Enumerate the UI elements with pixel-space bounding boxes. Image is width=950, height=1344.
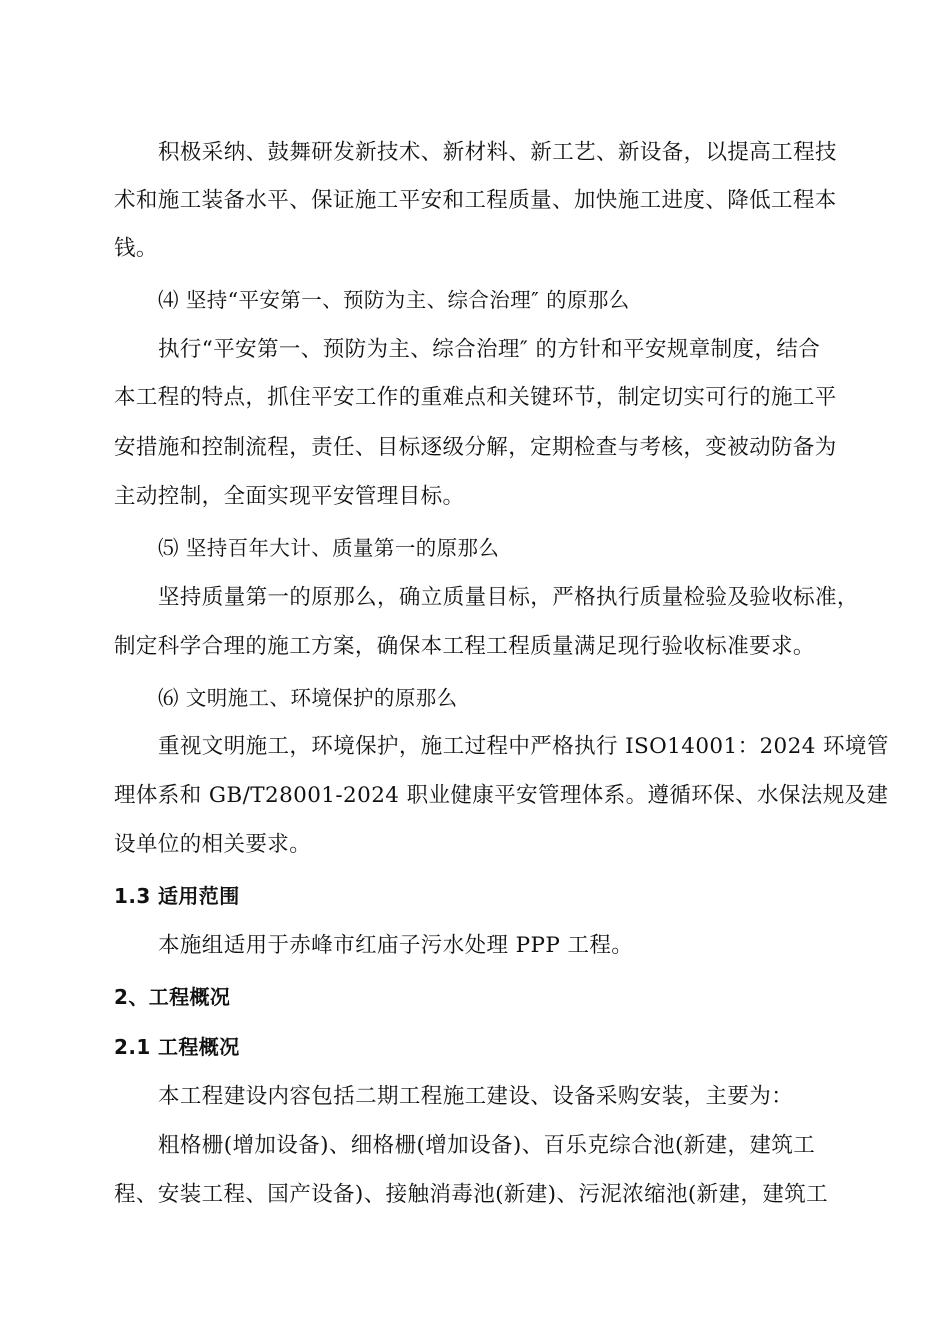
- paragraph-line: 执行“平安第一、预防为主、综合治理″ 的方针和平安规章制度，结合: [158, 337, 821, 362]
- paragraph-line: 粗格栅(增加设备)、细格栅(增加设备)、百乐克综合池(新建，建筑工: [158, 1133, 816, 1158]
- principle-heading-5: ⑸ 坚持百年大计、质量第一的原那么: [158, 536, 500, 560]
- paragraph-line: 程、安装工程、国产设备)、接触消毒池(新建)、污泥浓缩池(新建，建筑工: [114, 1182, 829, 1207]
- paragraph-line: 理体系和 GB/T28001-2024 职业健康平安管理体系。遵循环保、水保法规及建: [114, 783, 889, 808]
- paragraph-line: 重视文明施工，环境保护，施工过程中严格执行 ISO14001：2024 环境管: [158, 734, 889, 759]
- section-heading-1-3: 1.3 适用范围: [114, 884, 240, 908]
- paragraph-line: 安措施和控制流程，责任、目标逐级分解，定期检查与考核，变被动防备为: [114, 435, 837, 460]
- paragraph-line: 积极采纳、鼓舞研发新技术、新材料、新工艺、新设备，以提高工程技: [158, 140, 837, 165]
- principle-heading-4: ⑷ 坚持“平安第一、预防为主、综合治理″ 的原那么: [158, 288, 630, 312]
- paragraph-line: 设单位的相关要求。: [114, 832, 312, 857]
- paragraph-line: 坚持质量第一的原那么，确立质量目标，严格执行质量检验及验收标准，: [158, 585, 859, 610]
- paragraph-line: 本施组适用于赤峰市红庙子污水处理 PPP 工程。: [158, 933, 634, 958]
- paragraph-line: 本工程的特点，抓住平安工作的重难点和关键环节，制定切实可行的施工平: [114, 385, 837, 410]
- paragraph-line: 钱。: [114, 236, 158, 261]
- paragraph-line: 制定科学合理的施工方案，确保本工程工程质量满足现行验收标准要求。: [114, 634, 815, 659]
- paragraph-line: 本工程建设内容包括二期工程施工建设、设备采购安装，主要为：: [158, 1084, 794, 1109]
- section-heading-2: 2、工程概况: [114, 985, 231, 1009]
- principle-heading-6: ⑹ 文明施工、环境保护的原那么: [158, 686, 458, 710]
- section-heading-2-1: 2.1 工程概况: [114, 1035, 240, 1059]
- paragraph-line: 主动控制，全面实现平安管理目标。: [114, 484, 465, 509]
- paragraph-line: 术和施工装备水平、保证施工平安和工程质量、加快施工进度、降低工程本: [114, 188, 837, 213]
